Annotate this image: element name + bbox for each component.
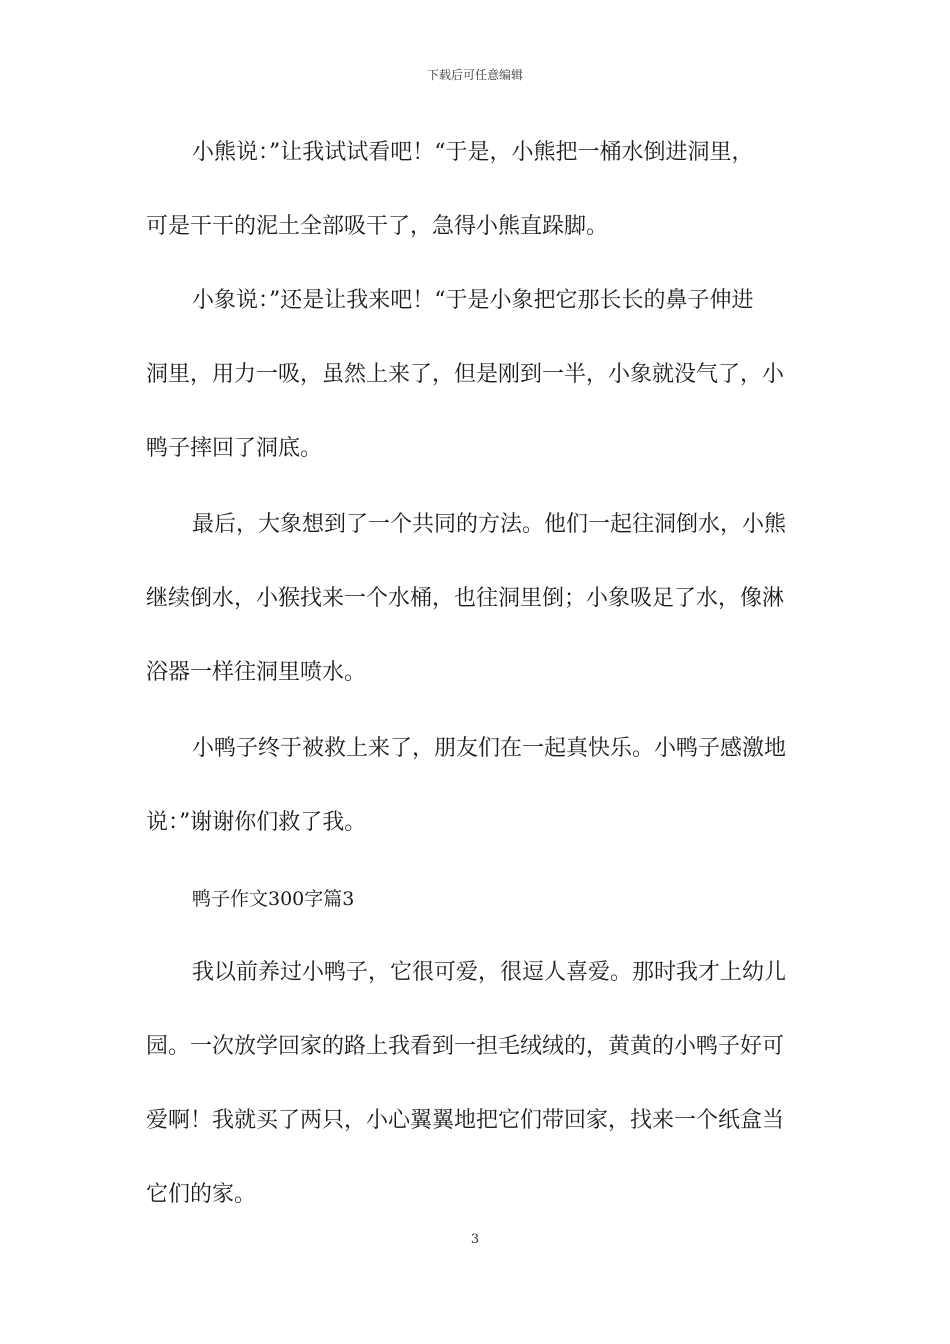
text-line: 小象说：”还是让我来吧！“于是小象把它那长长的鼻子伸进	[192, 288, 754, 313]
text-line: 小鸭子终于被救上来了，朋友们在一起真快乐。小鸭子感激地	[192, 736, 787, 761]
text-line: 园。一次放学回家的路上我看到一担毛绒绒的，黄黄的小鸭子好可	[146, 1034, 785, 1059]
text-line: 可是干干的泥土全部吸干了，急得小熊直跺脚。	[146, 214, 609, 239]
text-line: 我以前养过小鸭子，它很可爱，很逗人喜爱。那时我才上幼儿	[192, 960, 787, 985]
text-line: 继续倒水，小猴找来一个水桶，也往洞里倒；小象吸足了水，像淋	[146, 586, 785, 611]
text-line: 说：”谢谢你们救了我。	[146, 810, 367, 835]
text-line: 最后，大象想到了一个共同的方法。他们一起往洞倒水，小熊	[192, 512, 787, 537]
section-heading: 鸭子作文300字篇3	[192, 888, 355, 910]
text-line: 小熊说：”让我试试看吧！“于是，小熊把一桶水倒进洞里，	[192, 140, 754, 165]
text-line: 浴器一样往洞里喷水。	[146, 660, 367, 685]
page-number: 3	[470, 1232, 480, 1247]
text-line: 洞里，用力一吸，虽然上来了，但是刚到一半，小象就没气了，小	[146, 362, 785, 387]
page-header: 下载后可任意编辑	[426, 68, 523, 82]
text-line: 爱啊！我就买了两只，小心翼翼地把它们带回家，找来一个纸盒当	[146, 1108, 785, 1133]
text-line: 鸭子摔回了洞底。	[146, 436, 323, 461]
text-line: 它们的家。	[146, 1182, 257, 1207]
